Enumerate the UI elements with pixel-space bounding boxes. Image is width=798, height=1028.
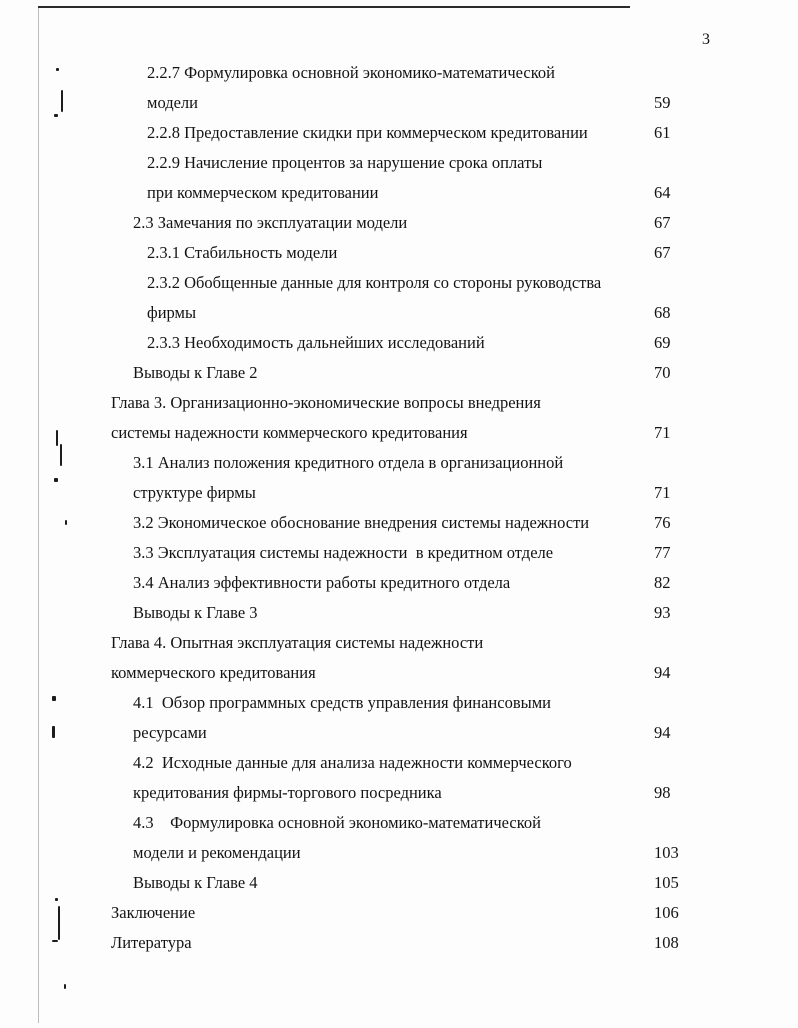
toc-entry-page: 59: [654, 93, 671, 112]
toc-line: [0, 568, 798, 598]
toc-line: [0, 868, 798, 898]
toc-entry-title: 2.2.8 Предоставление скидки при коммерческом кредитовании: [147, 123, 588, 142]
toc-entry-page: 106: [654, 903, 679, 922]
toc-line: [0, 838, 798, 868]
toc-line: [0, 208, 798, 238]
toc-entry-title: Выводы к Главе 2: [133, 363, 258, 382]
toc-line: [0, 538, 798, 568]
toc-entry-title: 4.1 Обзор программных средств управления финансовыми: [133, 693, 551, 712]
toc-entry-page: 61: [654, 123, 671, 142]
toc-entry-title: 2.3.2 Обобщенные данные для контроля со стороны руководства: [147, 273, 602, 292]
toc-entry-title: Глава 3. Организационно-экономические вопросы внедрения: [111, 393, 541, 412]
toc-line: [0, 118, 798, 148]
toc-line: [0, 928, 798, 958]
toc-entry-title: системы надежности коммерческого кредитования: [111, 423, 468, 442]
toc-entry-page: 71: [654, 423, 671, 442]
toc-entry-page: 67: [654, 213, 671, 232]
toc-line: [0, 508, 798, 538]
toc-entry-page: 94: [654, 723, 671, 742]
toc-entry-title: 4.2 Исходные данные для анализа надежности коммерческого: [133, 753, 572, 772]
toc-line: [0, 238, 798, 268]
toc-entry-title: 2.3.1 Стабильность модели: [147, 243, 338, 262]
toc-entry-page: 71: [654, 483, 671, 502]
toc-line: [0, 58, 798, 88]
toc-entry-page: 76: [654, 513, 671, 532]
toc-entry-page: 68: [654, 303, 671, 322]
toc-entry-title: Заключение: [111, 903, 196, 922]
toc-entry-title: модели и рекомендации: [133, 843, 301, 862]
toc-line: [0, 448, 798, 478]
toc-entry-title: 2.2.9 Начисление процентов за нарушение срока оплаты: [147, 153, 543, 172]
toc-entry-page: 77: [654, 543, 671, 562]
toc-entry-page: 94: [654, 663, 671, 682]
toc-line: [0, 358, 798, 388]
toc-entry-page: 98: [654, 783, 671, 802]
toc-entry-title: при коммерческом кредитовании: [147, 183, 379, 202]
toc-entry-title: кредитования фирмы-торгового посредника: [133, 783, 442, 802]
toc-entry-page: 103: [654, 843, 679, 862]
page-number: 3: [702, 31, 710, 48]
toc-entry-title: Выводы к Главе 3: [133, 603, 258, 622]
toc-entry-title: Литература: [111, 933, 192, 952]
toc-line: [0, 748, 798, 778]
toc-entry-page: 67: [654, 243, 671, 262]
scan-mark: [64, 984, 66, 989]
toc-line: [0, 418, 798, 448]
toc-line: [0, 598, 798, 628]
toc-line: [0, 778, 798, 808]
toc-entry-page: 82: [654, 573, 671, 592]
toc-line: [0, 628, 798, 658]
toc-entry-title: 3.2 Экономическое обоснование внедрения системы надежности: [133, 513, 590, 532]
toc-entry-page: 105: [654, 873, 679, 892]
toc-entry-title: 3.4 Анализ эффективности работы кредитного отдела: [133, 573, 511, 592]
toc-entry-page: 69: [654, 333, 671, 352]
toc-line: [0, 88, 798, 118]
toc-entry-title: Глава 4. Опытная эксплуатация системы надежности: [111, 633, 484, 652]
toc-line: [0, 718, 798, 748]
top-rule: [38, 6, 630, 8]
toc-entry-title: Выводы к Главе 4: [133, 873, 258, 892]
toc-entry-page: 93: [654, 603, 671, 622]
toc-entry-page: 108: [654, 933, 679, 952]
toc-line: [0, 478, 798, 508]
toc-entry-page: 70: [654, 363, 671, 382]
toc-entry-title: ресурсами: [133, 723, 207, 742]
toc-entry-title: 2.3 Замечания по эксплуатации модели: [133, 213, 408, 232]
toc-entry-title: 3.1 Анализ положения кредитного отдела в организационной: [133, 453, 564, 472]
toc-entry-title: модели: [147, 93, 198, 112]
toc-line: [0, 298, 798, 328]
toc-line: [0, 658, 798, 688]
toc-entry-page: 64: [654, 183, 671, 202]
toc-line: [0, 808, 798, 838]
toc-line: [0, 688, 798, 718]
toc-line: [0, 328, 798, 358]
toc-line: [0, 178, 798, 208]
toc-entry-title: 4.3 Формулировка основной экономико-математической: [133, 813, 541, 832]
toc-entry-title: фирмы: [147, 303, 197, 322]
toc-line: [0, 388, 798, 418]
toc-line: [0, 268, 798, 298]
toc-line: [0, 148, 798, 178]
toc-entry-title: 2.2.7 Формулировка основной экономико-математической: [147, 63, 555, 82]
toc-entry-title: коммерческого кредитования: [111, 663, 316, 682]
toc-line: [0, 898, 798, 928]
toc-entry-title: 3.3 Эксплуатация системы надежности в кредитном отделе: [133, 543, 554, 562]
toc-entry-title: 2.3.3 Необходимость дальнейших исследований: [147, 333, 485, 352]
toc-entry-title: структуре фирмы: [133, 483, 256, 502]
